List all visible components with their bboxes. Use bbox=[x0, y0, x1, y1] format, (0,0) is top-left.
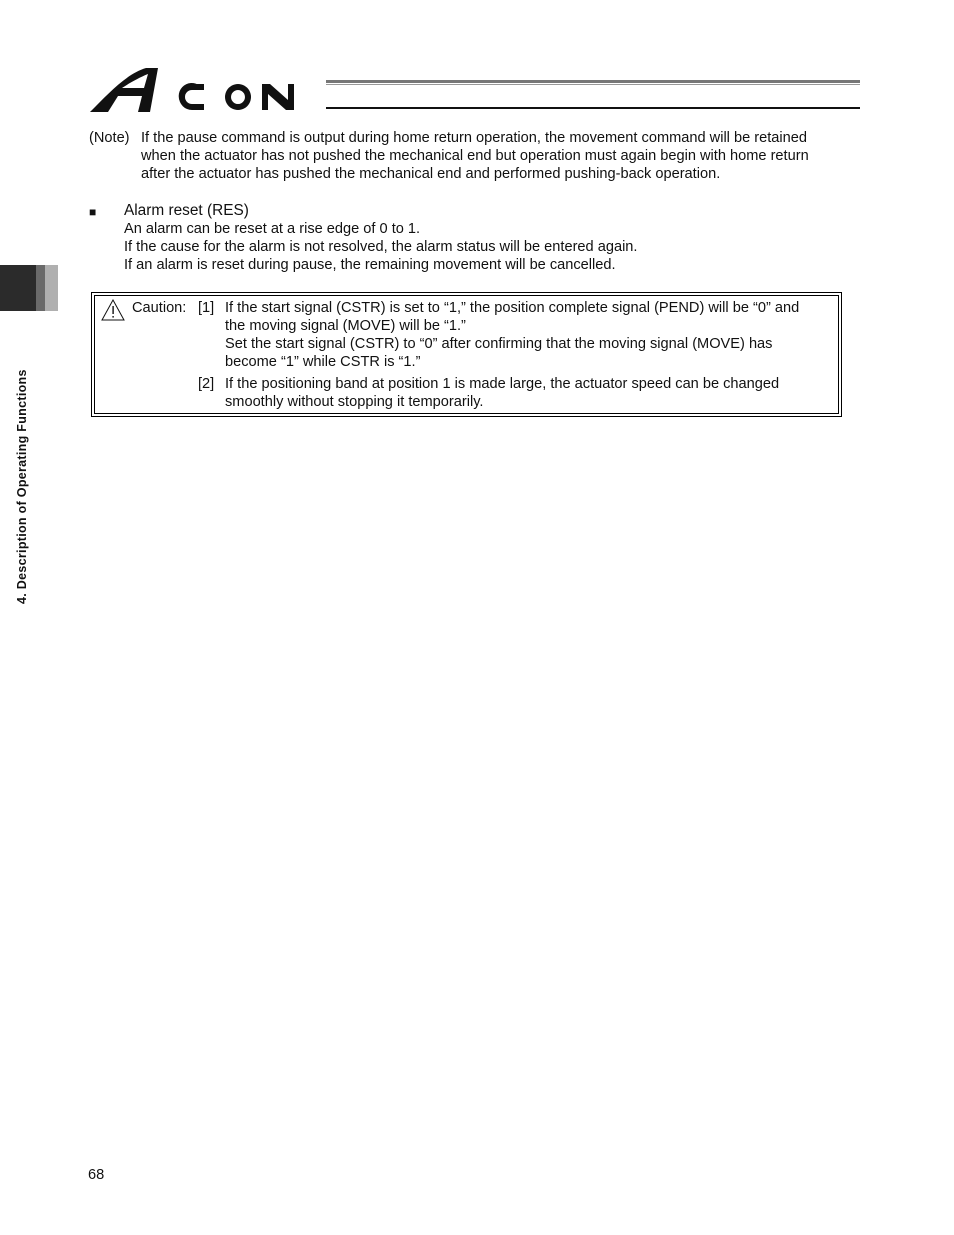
caution-line: Set the start signal (CSTR) to “0” after confirming that the moving signal (MOVE) has bbox=[225, 336, 773, 352]
caution-box bbox=[91, 292, 842, 417]
alarm-reset-section bbox=[89, 202, 869, 274]
note-label: (Note) bbox=[89, 130, 130, 146]
square-bullet-icon: ■ bbox=[89, 205, 97, 219]
chapter-label: 4. Description of Operating Functions bbox=[15, 369, 29, 604]
caution-label: Caution: bbox=[132, 300, 187, 316]
section-heading: Alarm reset (RES) bbox=[124, 202, 249, 219]
note-body bbox=[141, 129, 869, 183]
caution-item-text bbox=[225, 299, 840, 371]
note-line: after the actuator has pushed the mechanical end and performed pushing-back operation. bbox=[141, 166, 721, 182]
caution-line: the moving signal (MOVE) will be “1.” bbox=[225, 318, 466, 334]
page-number: 68 bbox=[88, 1167, 105, 1183]
caution-line: smoothly without stopping it temporarily. bbox=[225, 394, 484, 410]
caution-line: If the positioning band at position 1 is made large, the actuator speed can be changed bbox=[225, 376, 780, 392]
note-line: when the actuator has not pushed the mechanical end but operation must again begin with home return bbox=[141, 148, 809, 164]
header-rule bbox=[326, 80, 860, 110]
note-line: If the pause command is output during home return operation, the movement command will be retained bbox=[141, 130, 808, 146]
acon-logo bbox=[88, 66, 324, 114]
caution-inner-frame bbox=[94, 295, 839, 414]
caution-item-text bbox=[225, 375, 840, 411]
section-body bbox=[124, 220, 869, 274]
caution-item-number: [1] bbox=[198, 300, 215, 316]
warning-triangle-icon bbox=[101, 299, 125, 321]
body-line: If an alarm is reset during pause, the remaining movement will be cancelled. bbox=[124, 257, 616, 273]
caution-line: If the start signal (CSTR) is set to “1,” the position complete signal (PEND) will be “0” and bbox=[225, 300, 800, 316]
caution-item-number: [2] bbox=[198, 376, 215, 392]
note-block bbox=[89, 129, 869, 183]
body-line: An alarm can be reset at a rise edge of 0 to 1. bbox=[124, 221, 421, 237]
caution-line: become “1” while CSTR is “1.” bbox=[225, 354, 421, 370]
body-line: If the cause for the alarm is not resolved, the alarm status will be entered again. bbox=[124, 239, 638, 255]
